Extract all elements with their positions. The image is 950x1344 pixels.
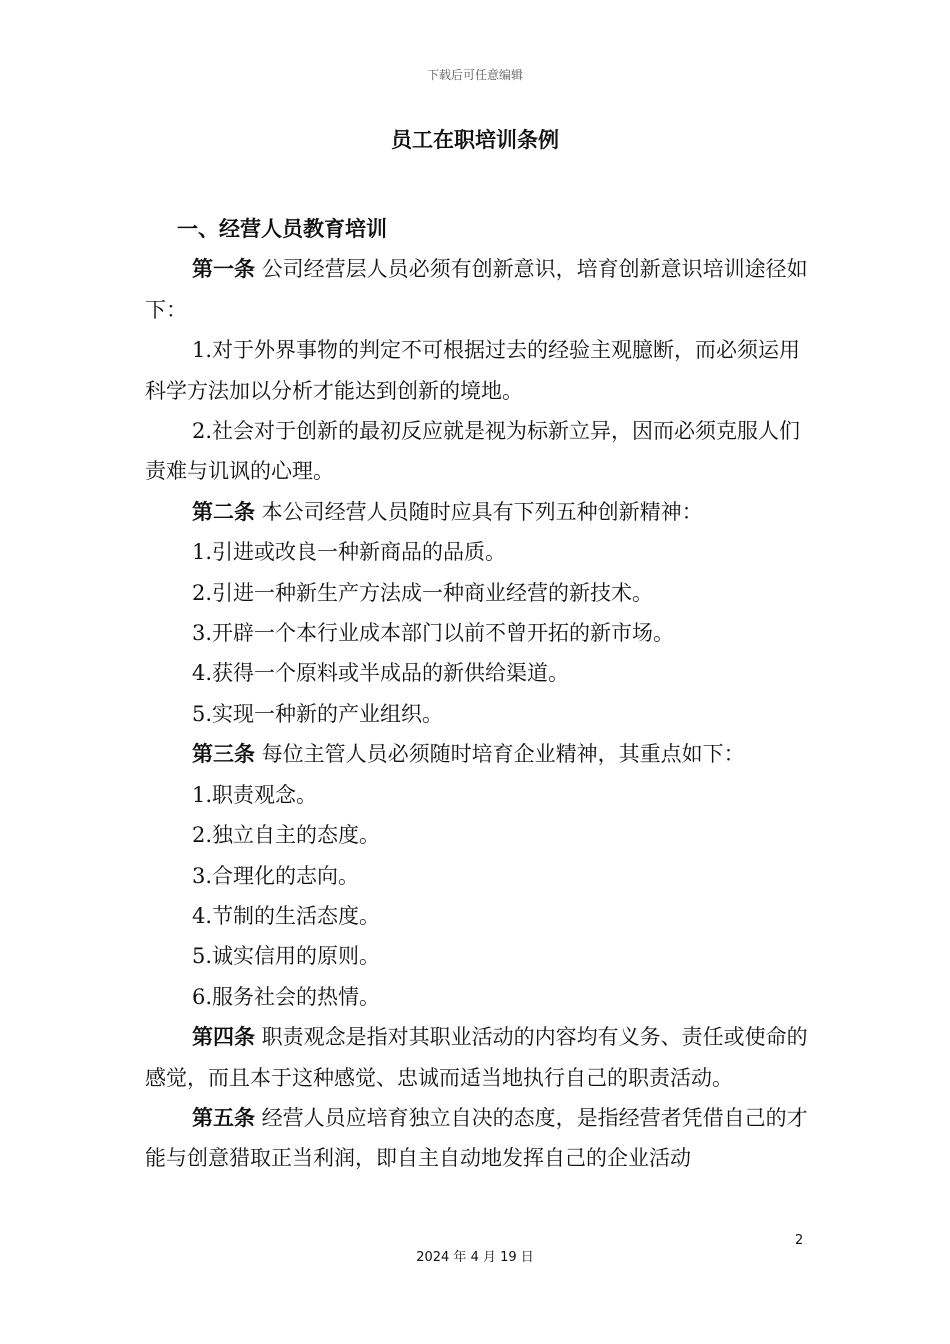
list-item: 3.合理化的志向。 [192, 863, 360, 888]
article-4 [145, 1017, 810, 1098]
section-heading: 一、经营人员教育培训 [177, 216, 387, 241]
article-1 [145, 249, 810, 330]
list-item: 5.实现一种新的产业组织。 [192, 701, 444, 726]
document-title: 员工在职培训条例 [391, 127, 559, 152]
list-item: 1.对于外界事物的判定不可根据过去的经验主观臆断，而必须运用科学方法加以分析才能达到创新的境地。 [145, 338, 801, 403]
article-label: 第三条 [192, 741, 255, 767]
list-item: 1.职责观念。 [192, 782, 318, 807]
list-item: 1.引进或改良一种新商品的品质。 [192, 540, 507, 565]
list-item: 6.服务社会的热情。 [192, 984, 381, 1009]
article-text: 职责观念是指对其职业活动的内容均有义务、责任或使命的感觉，而且本于这种感觉、忠诚而适当地执行自己的职责活动。 [145, 1025, 808, 1090]
article-5 [145, 1098, 810, 1179]
article-label: 第五条 [192, 1104, 255, 1130]
article-text: 公司经营层人员必须有创新意识，培育创新意识培训途径如下： [145, 257, 808, 322]
page-footer-date: 2024 年 4 月 19 日 [416, 1250, 534, 1265]
list-item: 4.节制的生活态度。 [192, 903, 381, 928]
article-text: 每位主管人员必须随时培育企业精神，其重点如下： [255, 742, 745, 767]
article-text: 经营人员应培育独立自决的态度，是指经营者凭借自己的才能与创意猎取正当利润，即自主自动地发挥自己的企业活动 [145, 1105, 808, 1171]
article-3 [145, 734, 810, 774]
list-item: 5.诚实信用的原则。 [192, 944, 381, 969]
list-item: 2.社会对于创新的最初反应就是视为标新立异，因而必须克服人们责难与讥讽的心理。 [145, 419, 801, 484]
article-label: 第四条 [192, 1024, 255, 1050]
page-number: 2 [795, 1233, 804, 1248]
article-text: 本公司经营人员随时应具有下列五种创新精神： [255, 499, 703, 524]
list-item: 3.开辟一个本行业成本部门以前不曾开拓的新市场。 [192, 621, 675, 646]
article-label: 第二条 [192, 498, 255, 524]
document-body [145, 209, 810, 1179]
article-label: 第一条 [192, 256, 255, 282]
page-header: 下载后可任意编辑 [426, 68, 523, 82]
list-item: 2.独立自主的态度。 [192, 823, 381, 848]
list-item: 2.引进一种新生产方法成一种商业经营的新技术。 [192, 580, 654, 605]
list-item: 4.获得一个原料或半成品的新供给渠道。 [192, 661, 570, 686]
article-2 [145, 492, 810, 532]
